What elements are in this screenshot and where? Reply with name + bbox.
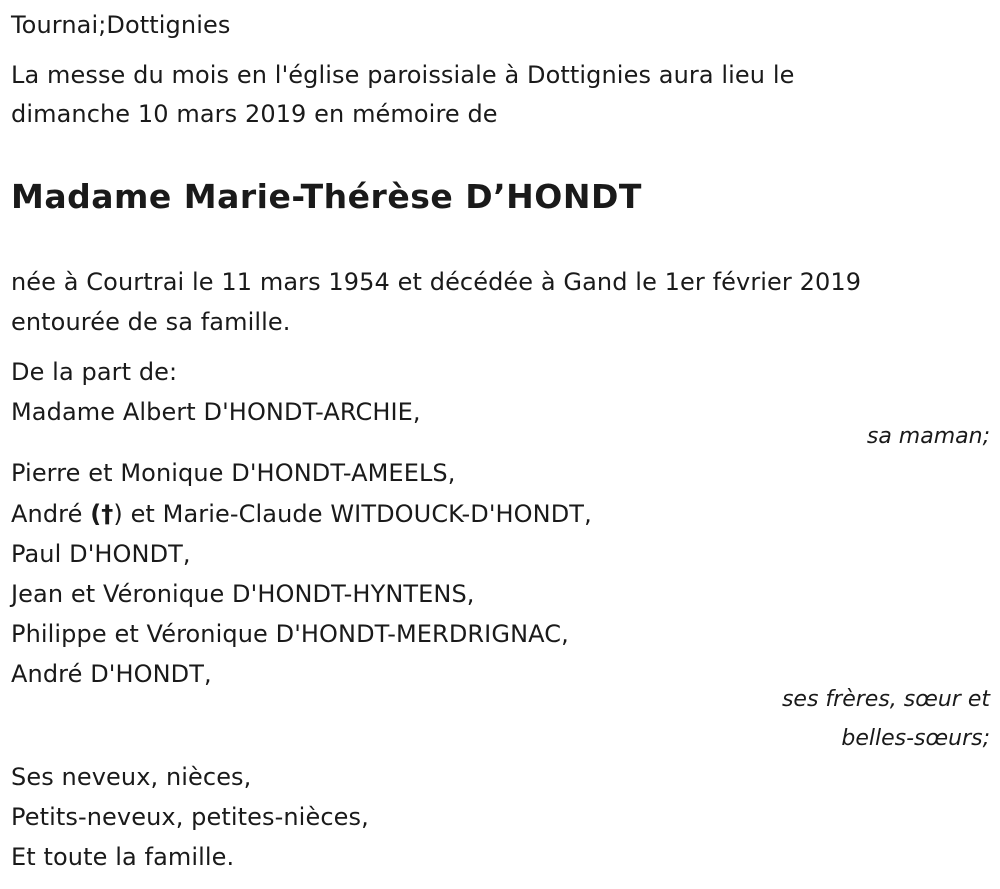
sibling-line: André D'HONDT, (11, 660, 212, 688)
intro-line-1: La messe du mois en l'église paroissiale à Dottignies aura lieu le (11, 61, 795, 89)
sibling-line-with-cross (11, 499, 592, 529)
family-intro: De la part de: (11, 358, 178, 386)
others-line: Et toute la famille. (11, 843, 235, 871)
others-line: Ses neveux, nièces, (11, 763, 252, 791)
family-mother: Madame Albert D'HONDT-ARCHIE, (11, 398, 421, 426)
deceased-name: Madame Marie-Thérèse D’HONDT (11, 177, 642, 216)
sibling-line: Jean et Véronique D'HONDT-HYNTENS, (11, 580, 475, 608)
location-header: Tournai;Dottignies (11, 11, 231, 39)
sibling-name-rest: ) et Marie-Claude WITDOUCK-D'HONDT, (113, 500, 592, 528)
sibling-line: Philippe et Véronique D'HONDT-MERDRIGNAC, (11, 620, 569, 648)
cross-icon: († (90, 500, 114, 528)
sibling-name: André (11, 500, 83, 528)
details-line-1: née à Courtrai le 11 mars 1954 et décédée à Gand le 1er février 2019 (11, 268, 862, 296)
intro-line-2: dimanche 10 mars 2019 en mémoire de (11, 100, 498, 128)
details-line-2: entourée de sa famille. (11, 308, 291, 336)
mother-relation: sa maman; (866, 424, 990, 449)
siblings-relation-line-1: ses frères, sœur et (781, 687, 990, 712)
siblings-relation-line-2: belles-sœurs; (841, 726, 990, 751)
others-line: Petits-neveux, petites-nièces, (11, 803, 369, 831)
sibling-line: Paul D'HONDT, (11, 540, 191, 568)
sibling-line: Pierre et Monique D'HONDT-AMEELS, (11, 459, 456, 487)
